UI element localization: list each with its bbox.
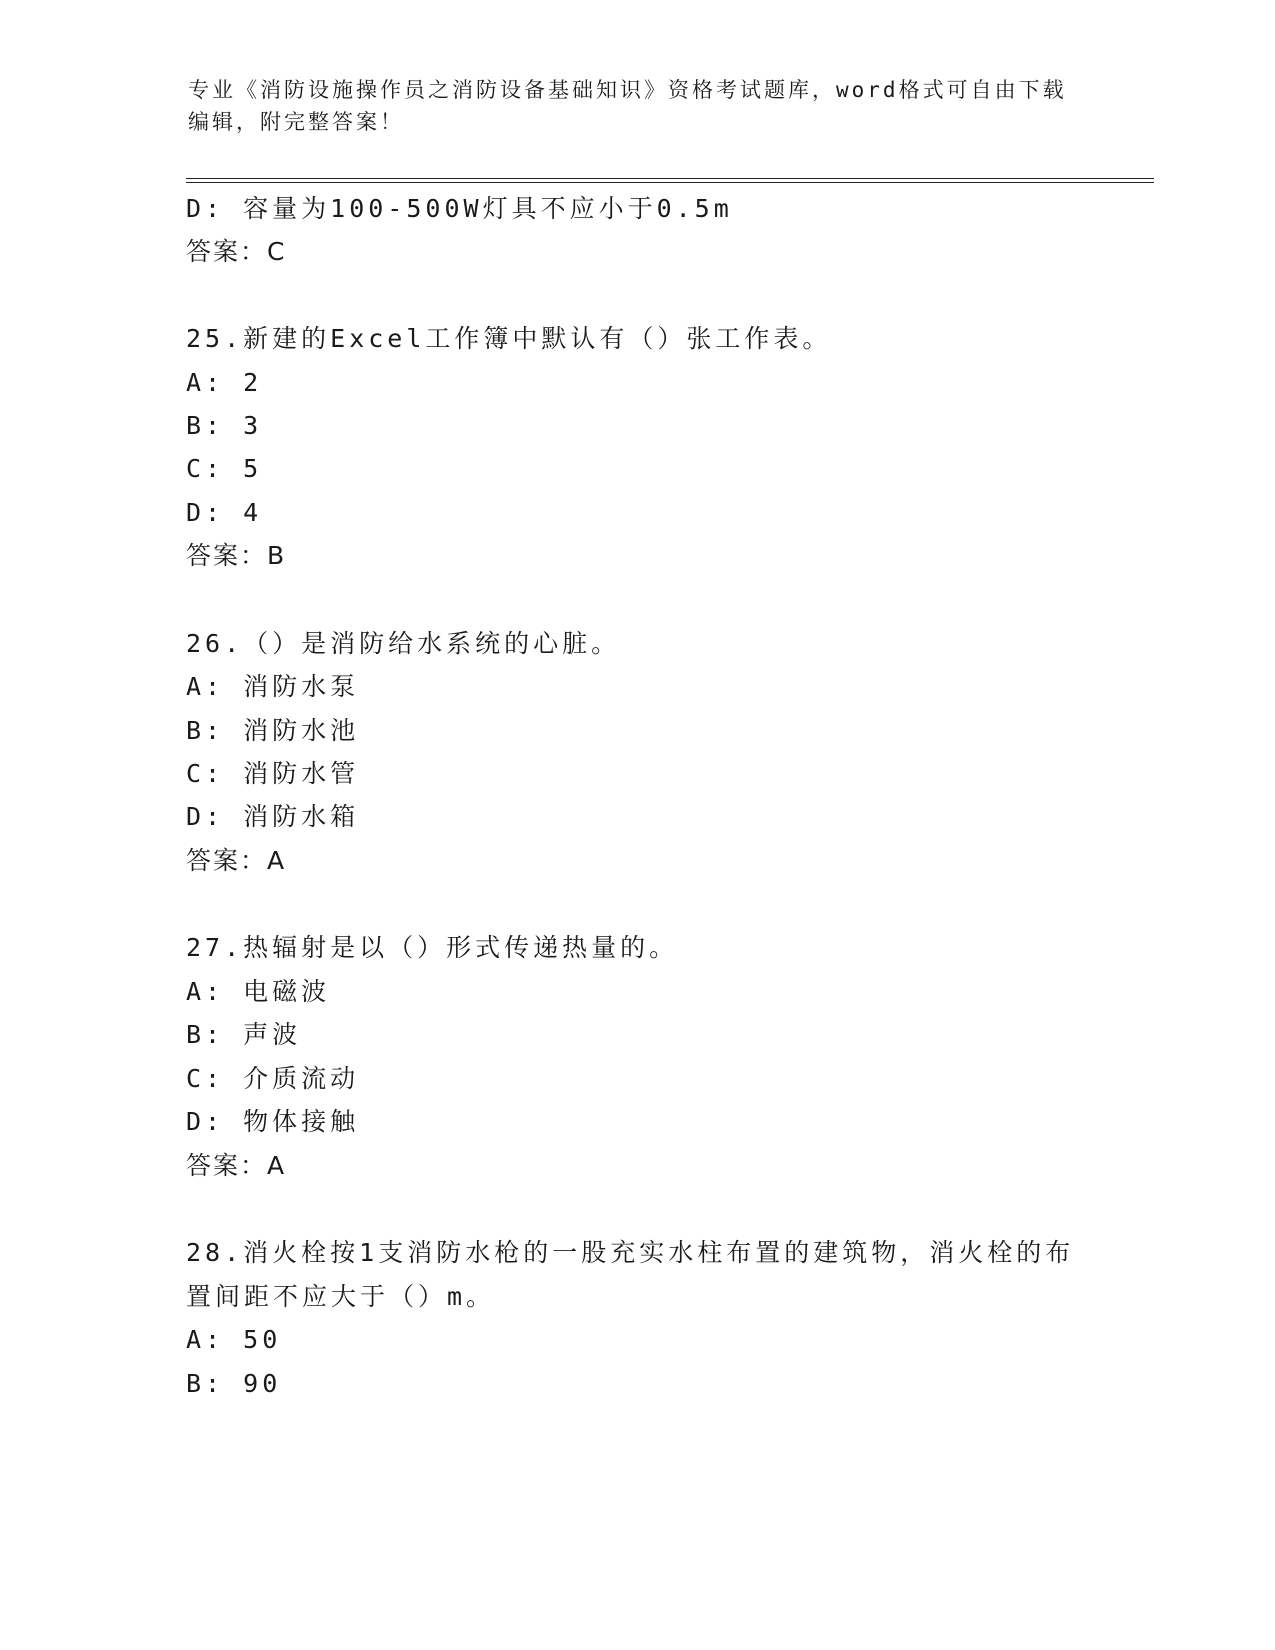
question-25-answer: 答案：B <box>186 541 287 570</box>
question-28-option-b: B: 90 <box>186 1369 282 1398</box>
answer-prev: 答案：C <box>186 237 287 266</box>
question-26-option-b: B: 消防水池 <box>186 716 360 745</box>
question-27-option-d: D: 物体接触 <box>186 1107 360 1136</box>
question-26-option-a: A: 消防水泵 <box>186 672 360 701</box>
document-header: 专业《消防设施操作员之消防设备基础知识》资格考试题库，word格式可自由下载编辑，附完整答案！ <box>188 78 1067 134</box>
question-25-option-a: A: 2 <box>186 368 263 397</box>
question-28-option-a: A: 50 <box>186 1325 282 1354</box>
question-27-answer: 答案：A <box>186 1151 287 1180</box>
question-25-option-d: D: 4 <box>186 498 263 527</box>
header-divider <box>186 178 1154 183</box>
question-26-option-c: C: 消防水管 <box>186 759 360 788</box>
option-d-prev: D: 容量为100-500W灯具不应小于0.5m <box>186 194 733 223</box>
question-25-option-c: C: 5 <box>186 454 263 483</box>
question-27-option-b: B: 声波 <box>186 1020 302 1049</box>
question-26-answer: 答案：A <box>186 846 287 875</box>
question-26-option-d: D: 消防水箱 <box>186 802 360 831</box>
question-25-stem: 25.新建的Excel工作簿中默认有（）张工作表。 <box>186 324 832 353</box>
question-26-stem: 26.（）是消防给水系统的心脏。 <box>186 629 621 658</box>
question-27-option-a: A: 电磁波 <box>186 977 331 1006</box>
question-27-stem: 27.热辐射是以（）形式传递热量的。 <box>186 933 679 962</box>
question-28-stem-line2: 置间距不应大于（）m。 <box>186 1282 496 1311</box>
question-27-option-c: C: 介质流动 <box>186 1064 360 1093</box>
question-28-stem-line1: 28.消火栓按1支消防水枪的一股充实水柱布置的建筑物，消火栓的布 <box>186 1238 1075 1267</box>
question-25-option-b: B: 3 <box>186 411 263 440</box>
